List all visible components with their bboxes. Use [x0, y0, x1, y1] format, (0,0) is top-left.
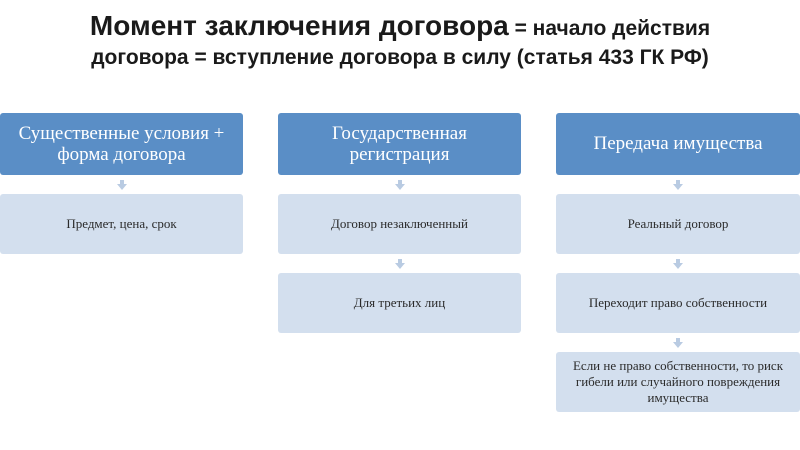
- down-arrow-icon: [556, 254, 800, 273]
- down-arrow-icon: [278, 175, 521, 194]
- diagram-box: Реальный договор: [556, 194, 800, 254]
- column-state-registration: [278, 113, 521, 333]
- diagram-box: Для третьих лиц: [278, 273, 521, 333]
- title-main: Момент заключения договора: [89, 10, 509, 41]
- diagram-box: Договор незаключенный: [278, 194, 521, 254]
- down-arrow-icon: [278, 254, 521, 273]
- column-header: Государственная регистрация: [278, 113, 521, 175]
- diagram-box: Переходит право собственности: [556, 273, 800, 333]
- column-property-transfer: [556, 113, 800, 412]
- title-rest: = начало действия: [508, 17, 711, 40]
- column-essential-terms: [0, 113, 243, 254]
- column-header: Существенные условия + форма договора: [0, 113, 243, 175]
- diagram-box: Предмет, цена, срок: [0, 194, 243, 254]
- column-header: Передача имущества: [556, 113, 800, 175]
- down-arrow-icon: [556, 333, 800, 352]
- down-arrow-icon: [0, 175, 243, 194]
- slide-title: [0, 8, 800, 72]
- down-arrow-icon: [556, 175, 800, 194]
- title-line2: договора = вступление договора в силу (статья 433 ГК РФ): [91, 46, 709, 70]
- diagram-box: Если не право собственности, то риск гибели или случайного повреждения имущества: [556, 352, 800, 412]
